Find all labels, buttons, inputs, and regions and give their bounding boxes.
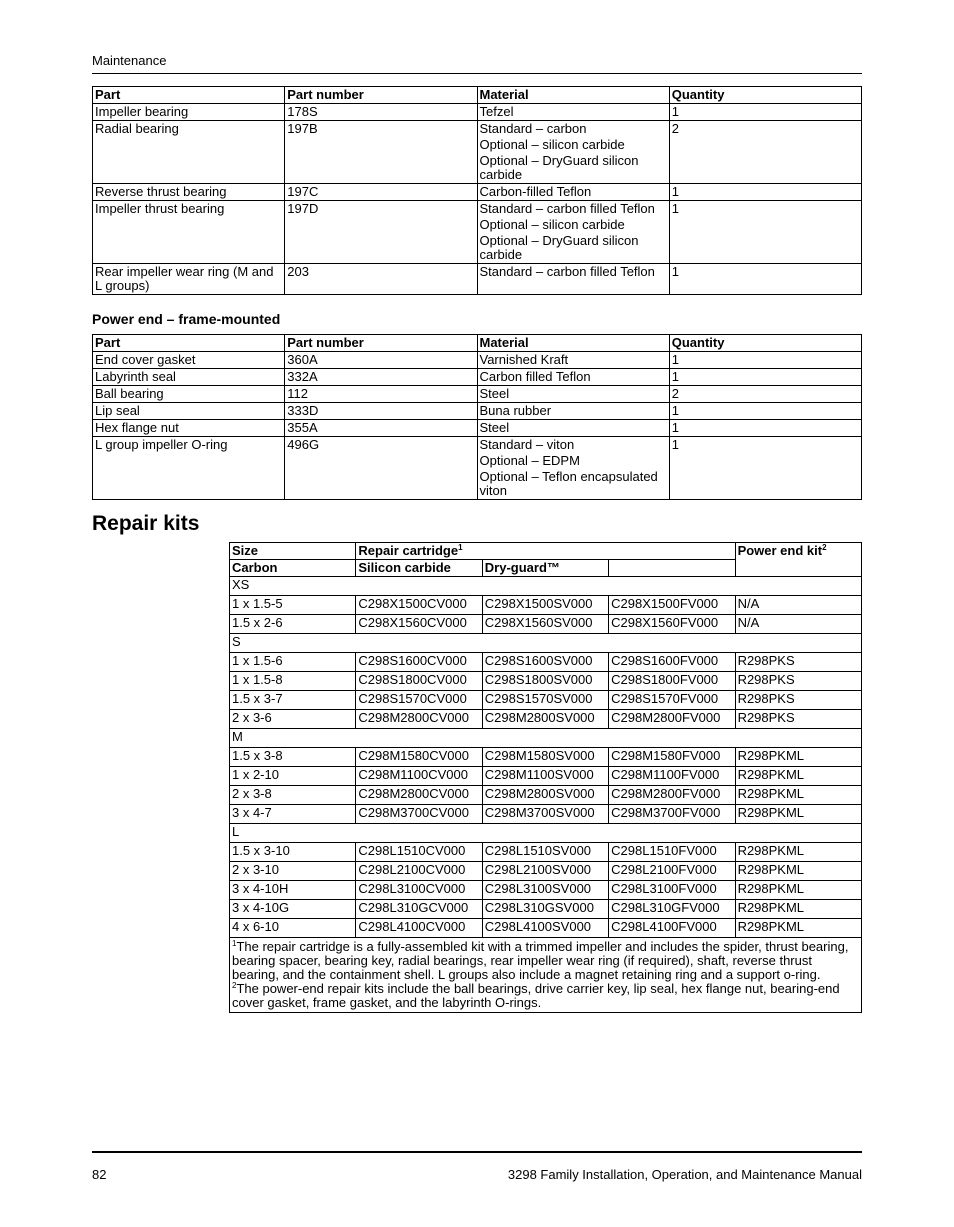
power-end-kit-label: Power end kit — [737, 543, 823, 558]
dry-guard-cartridge-cell: C298M1100FV000 — [609, 767, 735, 786]
part-number-cell: 197C — [285, 184, 477, 201]
silicon-carbide-cartridge-cell: C298L1510SV000 — [482, 843, 608, 862]
footnote-mark: 1 — [232, 939, 237, 948]
column-header: Material — [477, 335, 669, 352]
material-line: Steel — [479, 386, 510, 401]
silicon-carbide-cartridge-cell: C298L4100SV000 — [482, 919, 608, 938]
size-cell: 2 x 3-10 — [230, 862, 356, 881]
column-header: Part — [93, 335, 285, 352]
carbon-cartridge-cell: C298L3100CV000 — [356, 881, 482, 900]
table-row — [230, 710, 862, 729]
material-cell — [477, 104, 669, 121]
dry-guard-cartridge-cell: C298L2100FV000 — [609, 862, 735, 881]
material-line: Optional – silicon carbide — [479, 137, 625, 152]
part-name-cell: Impeller thrust bearing — [93, 201, 285, 264]
repair-kits-table — [229, 542, 862, 1013]
power-end-kit-cell: R298PKML — [735, 767, 861, 786]
power-end-kit-cell: R298PKML — [735, 843, 861, 862]
part-name-cell: End cover gasket — [93, 352, 285, 369]
repair-cartridge-header — [356, 543, 735, 560]
table-row — [230, 691, 862, 710]
header-rule — [92, 73, 862, 74]
power-end-kit-cell: R298PKML — [735, 919, 861, 938]
repair-kits-body — [230, 577, 862, 938]
silicon-carbide-cartridge-cell: C298S1800SV000 — [482, 672, 608, 691]
material-line: Optional – silicon carbide — [479, 217, 625, 232]
carbon-cartridge-cell: C298X1560CV000 — [356, 615, 482, 634]
material-cell — [477, 386, 669, 403]
size-cell: 4 x 6-10 — [230, 919, 356, 938]
column-header: Part number — [285, 87, 477, 104]
size-cell: 1.5 x 3-10 — [230, 843, 356, 862]
table-header-row — [230, 543, 862, 560]
material-cell — [477, 264, 669, 295]
group-row — [230, 729, 862, 748]
wet-end-parts-table — [92, 86, 862, 295]
silicon-carbide-cartridge-cell: C298L310GSV000 — [482, 900, 608, 919]
silicon-carbide-cartridge-cell: C298M3700SV000 — [482, 805, 608, 824]
power-end-parts-body — [93, 352, 862, 500]
power-end-kit-cell: R298PKS — [735, 691, 861, 710]
carbon-cartridge-cell: C298M2800CV000 — [356, 786, 482, 805]
footnote-mark: 1 — [458, 543, 463, 552]
footnotes-cell — [230, 938, 862, 1013]
carbon-cartridge-cell: C298M3700CV000 — [356, 805, 482, 824]
part-number-cell: 197B — [285, 121, 477, 184]
dry-guard-cartridge-cell: C298L1510FV000 — [609, 843, 735, 862]
power-end-heading: Power end – frame-mounted — [92, 311, 281, 327]
dry-guard-cartridge-cell: C298M3700FV000 — [609, 805, 735, 824]
dry-guard-cartridge-cell: C298L310GFV000 — [609, 900, 735, 919]
material-cell — [477, 369, 669, 386]
material-cell — [477, 403, 669, 420]
dry-guard-cartridge-cell: C298M2800FV000 — [609, 710, 735, 729]
quantity-cell: 1 — [669, 104, 861, 121]
silicon-carbide-header: Silicon carbide — [356, 560, 482, 577]
carbon-cartridge-cell: C298M1580CV000 — [356, 748, 482, 767]
table-row — [93, 264, 862, 295]
table-row — [93, 403, 862, 420]
part-number-cell: 203 — [285, 264, 477, 295]
silicon-carbide-cartridge-cell: C298L2100SV000 — [482, 862, 608, 881]
carbon-cartridge-cell: C298M1100CV000 — [356, 767, 482, 786]
table-row — [93, 352, 862, 369]
size-header: Size — [230, 543, 356, 560]
column-header: Quantity — [669, 335, 861, 352]
part-name-cell: L group impeller O-ring — [93, 437, 285, 500]
wet-end-parts-body — [93, 104, 862, 295]
material-line: Carbon filled Teflon — [479, 369, 591, 384]
dry-guard-header: Dry-guard™ — [482, 560, 608, 577]
carbon-cartridge-cell: C298L1510CV000 — [356, 843, 482, 862]
table-row — [230, 881, 862, 900]
power-end-kit-cell: R298PKML — [735, 862, 861, 881]
material-cell — [477, 121, 669, 184]
carbon-cartridge-cell: C298L310GCV000 — [356, 900, 482, 919]
table-row — [230, 596, 862, 615]
dry-guard-cartridge-cell: C298M1580FV000 — [609, 748, 735, 767]
table-header-row — [93, 335, 862, 352]
material-line: Optional – DryGuard silicon carbide — [479, 233, 639, 262]
material-line: Varnished Kraft — [479, 352, 569, 367]
part-name-cell: Labyrinth seal — [93, 369, 285, 386]
carbon-cartridge-cell: C298X1500CV000 — [356, 596, 482, 615]
table-row — [230, 672, 862, 691]
part-name-cell: Lip seal — [93, 403, 285, 420]
power-end-kit-cell: R298PKML — [735, 881, 861, 900]
table-row — [93, 437, 862, 500]
table-row — [230, 900, 862, 919]
group-label-cell: S — [230, 634, 862, 653]
carbon-header: Carbon — [230, 560, 356, 577]
part-name-cell: Reverse thrust bearing — [93, 184, 285, 201]
silicon-carbide-cartridge-cell: C298M1100SV000 — [482, 767, 608, 786]
silicon-carbide-cartridge-cell: C298X1560SV000 — [482, 615, 608, 634]
empty-header-cell — [609, 560, 735, 577]
material-line: Optional – EDPM — [479, 453, 580, 468]
power-end-kit-cell: R298PKML — [735, 748, 861, 767]
material-line: Optional – Teflon encapsulated viton — [479, 469, 658, 498]
dry-guard-cartridge-cell: C298L3100FV000 — [609, 881, 735, 900]
table-row — [230, 862, 862, 881]
footer-rule — [92, 1151, 862, 1153]
group-label-cell: XS — [230, 577, 862, 596]
part-number-cell: 496G — [285, 437, 477, 500]
quantity-cell: 1 — [669, 352, 861, 369]
table-row — [93, 386, 862, 403]
footnote-2 — [232, 982, 859, 1010]
group-label-cell: M — [230, 729, 862, 748]
power-end-kit-cell: N/A — [735, 596, 861, 615]
footnotes-row — [230, 938, 862, 1013]
material-line: Tefzel — [479, 104, 514, 119]
column-header: Quantity — [669, 87, 861, 104]
size-cell: 3 x 4-10H — [230, 881, 356, 900]
power-end-kit-cell: R298PKML — [735, 900, 861, 919]
material-cell — [477, 201, 669, 264]
quantity-cell: 1 — [669, 420, 861, 437]
repair-cartridge-label: Repair cartridge — [358, 543, 459, 558]
size-cell: 2 x 3-6 — [230, 710, 356, 729]
quantity-cell: 1 — [669, 369, 861, 386]
part-number-cell: 332A — [285, 369, 477, 386]
table-row — [230, 786, 862, 805]
carbon-cartridge-cell: C298S1600CV000 — [356, 653, 482, 672]
material-line: Carbon-filled Teflon — [479, 184, 592, 199]
table-header-row — [93, 87, 862, 104]
table-row — [230, 767, 862, 786]
material-line: Optional – DryGuard silicon carbide — [479, 153, 639, 182]
table-row — [230, 615, 862, 634]
footnote-text: The repair cartridge is a fully-assembled kit with a trimmed impeller and includes the spider, thrust bearing, bearing spacer, bearing key, radial bearings, rear impeller wear ring (if required), shaft, reverse thrust bearing, and the containment shell. L groups also include a magnet retaining ring and a support o-ring. — [232, 939, 849, 982]
silicon-carbide-cartridge-cell: C298S1570SV000 — [482, 691, 608, 710]
power-end-kit-cell: R298PKS — [735, 710, 861, 729]
footnote-text: The power-end repair kits include the ball bearings, drive carrier key, lip seal, hex flange nut, bearing-end cover gasket, frame gasket, and the labyrinth O-rings. — [232, 981, 840, 1010]
part-name-cell: Rear impeller wear ring (M and L groups) — [93, 264, 285, 295]
size-cell: 1.5 x 3-7 — [230, 691, 356, 710]
table-row — [230, 748, 862, 767]
material-line: Buna rubber — [479, 403, 552, 418]
silicon-carbide-cartridge-cell: C298L3100SV000 — [482, 881, 608, 900]
quantity-cell: 1 — [669, 264, 861, 295]
table-row — [93, 121, 862, 184]
size-cell: 3 x 4-7 — [230, 805, 356, 824]
part-name-cell: Impeller bearing — [93, 104, 285, 121]
dry-guard-cartridge-cell: C298X1500FV000 — [609, 596, 735, 615]
size-cell: 2 x 3-8 — [230, 786, 356, 805]
size-cell: 3 x 4-10G — [230, 900, 356, 919]
power-end-kit-cell: R298PKS — [735, 672, 861, 691]
part-name-cell: Hex flange nut — [93, 420, 285, 437]
repair-kits-heading: Repair kits — [92, 512, 200, 535]
size-cell: 1 x 1.5-6 — [230, 653, 356, 672]
carbon-cartridge-cell: C298S1800CV000 — [356, 672, 482, 691]
power-end-parts-table — [92, 334, 862, 500]
column-header: Part number — [285, 335, 477, 352]
material-line: Standard – carbon — [479, 121, 587, 136]
part-name-cell: Ball bearing — [93, 386, 285, 403]
material-line: Standard – viton — [479, 437, 575, 452]
table-row — [230, 805, 862, 824]
column-header: Part — [93, 87, 285, 104]
manual-title: 3298 Family Installation, Operation, and Maintenance Manual — [507, 1167, 862, 1182]
column-header: Material — [477, 87, 669, 104]
carbon-cartridge-cell: C298L2100CV000 — [356, 862, 482, 881]
footnote-1 — [232, 940, 859, 982]
carbon-cartridge-cell: C298S1570CV000 — [356, 691, 482, 710]
group-row — [230, 634, 862, 653]
group-row — [230, 824, 862, 843]
dry-guard-cartridge-cell: C298S1800FV000 — [609, 672, 735, 691]
material-cell — [477, 352, 669, 369]
table-row — [93, 201, 862, 264]
material-cell — [477, 420, 669, 437]
size-cell: 1 x 2-10 — [230, 767, 356, 786]
footnote-mark: 2 — [822, 543, 827, 552]
silicon-carbide-cartridge-cell: C298M2800SV000 — [482, 786, 608, 805]
part-number-cell: 178S — [285, 104, 477, 121]
part-number-cell: 112 — [285, 386, 477, 403]
silicon-carbide-cartridge-cell: C298S1600SV000 — [482, 653, 608, 672]
table-row — [93, 184, 862, 201]
size-cell: 1 x 1.5-5 — [230, 596, 356, 615]
material-cell — [477, 437, 669, 500]
power-end-kit-cell: R298PKS — [735, 653, 861, 672]
power-end-kit-cell: R298PKML — [735, 805, 861, 824]
dry-guard-cartridge-cell: C298X1560FV000 — [609, 615, 735, 634]
group-row — [230, 577, 862, 596]
part-name-cell: Radial bearing — [93, 121, 285, 184]
size-cell: 1.5 x 3-8 — [230, 748, 356, 767]
quantity-cell: 1 — [669, 184, 861, 201]
table-row — [230, 653, 862, 672]
carbon-cartridge-cell: C298L4100CV000 — [356, 919, 482, 938]
size-cell: 1 x 1.5-8 — [230, 672, 356, 691]
part-number-cell: 333D — [285, 403, 477, 420]
material-cell — [477, 184, 669, 201]
silicon-carbide-cartridge-cell: C298M2800SV000 — [482, 710, 608, 729]
material-line: Steel — [479, 420, 510, 435]
quantity-cell: 2 — [669, 121, 861, 184]
material-line: Standard – carbon filled Teflon — [479, 201, 655, 216]
table-row — [230, 919, 862, 938]
table-row — [93, 369, 862, 386]
table-row — [93, 104, 862, 121]
silicon-carbide-cartridge-cell: C298M1580SV000 — [482, 748, 608, 767]
quantity-cell: 1 — [669, 437, 861, 500]
page-number: 82 — [92, 1167, 107, 1182]
power-end-kit-header — [735, 543, 861, 577]
dry-guard-cartridge-cell: C298S1570FV000 — [609, 691, 735, 710]
dry-guard-cartridge-cell: C298S1600FV000 — [609, 653, 735, 672]
running-header: Maintenance — [92, 53, 167, 68]
quantity-cell: 2 — [669, 386, 861, 403]
power-end-kit-cell: N/A — [735, 615, 861, 634]
table-row — [230, 843, 862, 862]
quantity-cell: 1 — [669, 201, 861, 264]
material-line: Standard – carbon filled Teflon — [479, 264, 655, 279]
carbon-cartridge-cell: C298M2800CV000 — [356, 710, 482, 729]
dry-guard-cartridge-cell: C298L4100FV000 — [609, 919, 735, 938]
quantity-cell: 1 — [669, 403, 861, 420]
table-row — [93, 420, 862, 437]
dry-guard-cartridge-cell: C298M2800FV000 — [609, 786, 735, 805]
part-number-cell: 355A — [285, 420, 477, 437]
size-cell: 1.5 x 2-6 — [230, 615, 356, 634]
group-label-cell: L — [230, 824, 862, 843]
footnote-mark: 2 — [232, 981, 237, 990]
power-end-kit-cell: R298PKML — [735, 786, 861, 805]
silicon-carbide-cartridge-cell: C298X1500SV000 — [482, 596, 608, 615]
part-number-cell: 360A — [285, 352, 477, 369]
part-number-cell: 197D — [285, 201, 477, 264]
